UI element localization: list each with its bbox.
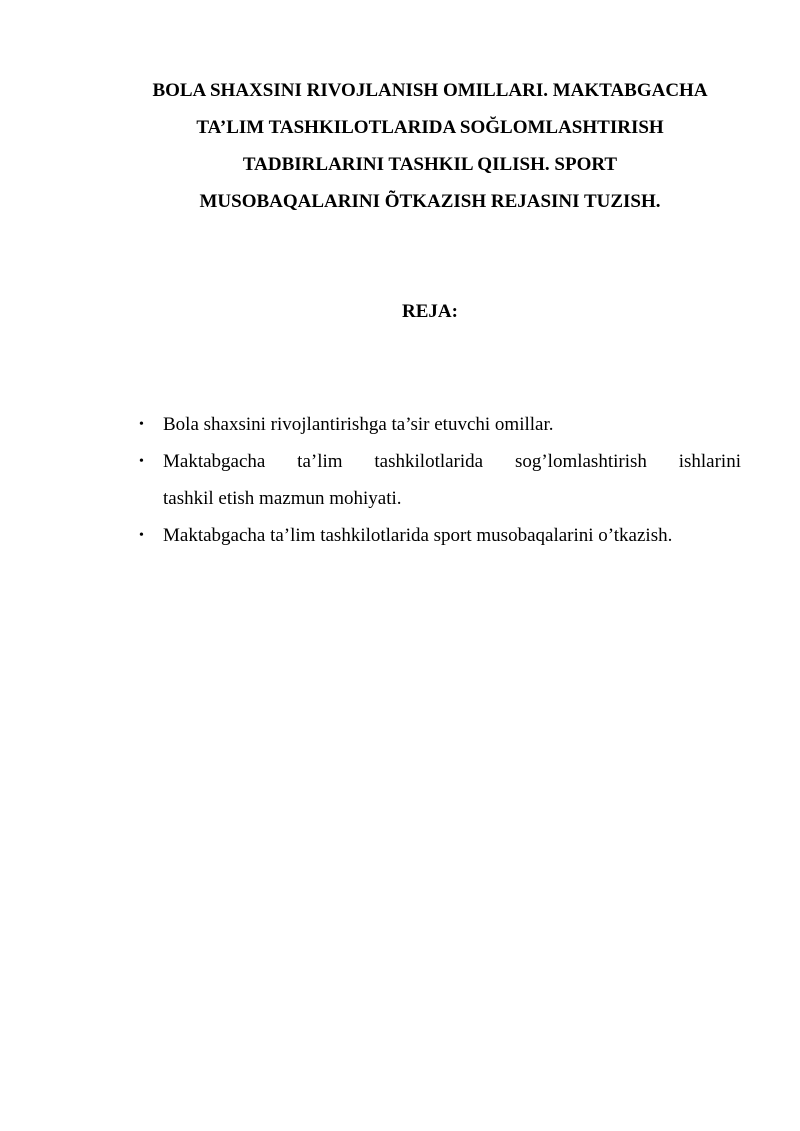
plan-item-1	[139, 406, 741, 443]
plan-item-3	[139, 517, 741, 554]
plan-item-2	[139, 443, 741, 517]
plan-item-text: Bola shaxsini rivojlantirishga ta’sir etuvchi omillar.	[163, 414, 554, 435]
bullet-icon: •	[139, 417, 144, 432]
title-line-4: MUSOBAQALARINI ÕTKAZISH REJASINI TUZISH.	[199, 191, 661, 212]
bullet-icon: •	[139, 454, 144, 469]
title-line-2: TA’LIM TASHKILOTLARIDA SOĞLOMLASHTIRISH	[196, 117, 664, 138]
plan-item-text: Maktabgacha ta’lim tashkilotlarida sog’lomlashtirish ishlarini	[163, 451, 741, 472]
title-line-1: BOLA SHAXSINI RIVOJLANISH OMILLARI. MAKTABGACHA	[152, 80, 708, 101]
title-line-3: TADBIRLARINI TASHKIL QILISH. SPORT	[242, 154, 618, 175]
plan-item-text: Maktabgacha ta’lim tashkilotlarida sport musobaqalarini o’tkazish.	[163, 525, 673, 546]
document-title	[108, 72, 752, 220]
plan-heading: REJA:	[402, 301, 458, 322]
plan-list	[139, 406, 741, 554]
plan-item-text-continued: tashkil etish mazmun mohiyati.	[163, 488, 402, 509]
bullet-icon: •	[139, 528, 144, 543]
